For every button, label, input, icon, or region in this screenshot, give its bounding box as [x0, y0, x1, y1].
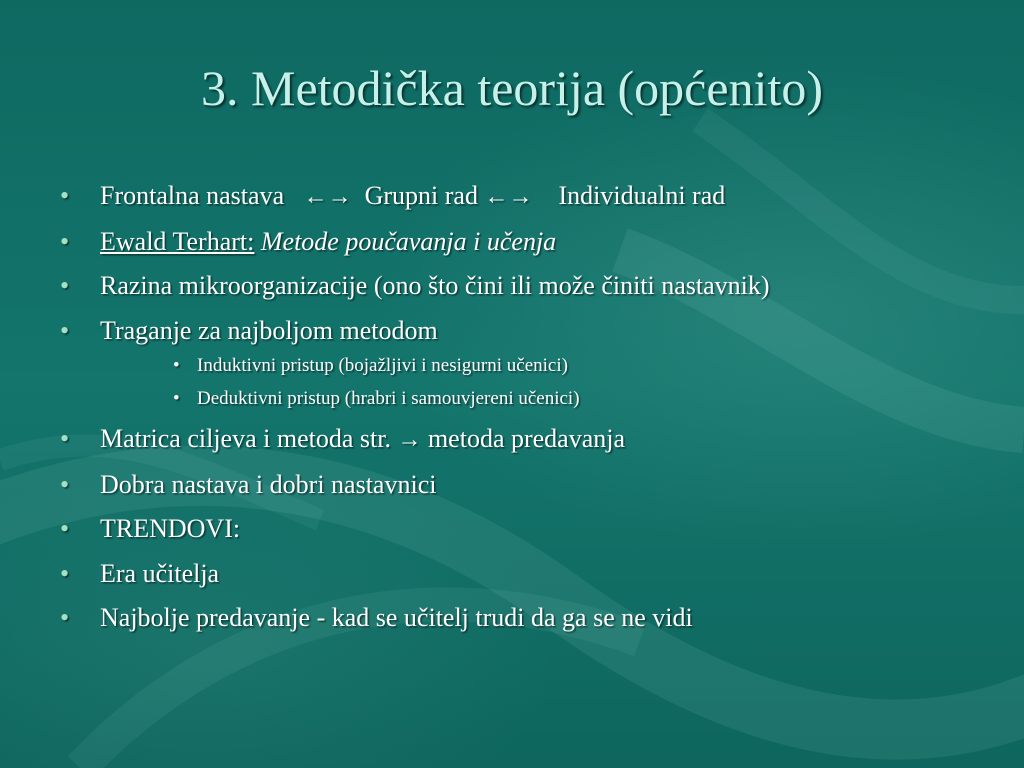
bullet-list	[60, 180, 980, 647]
list-item-micro	[60, 270, 980, 302]
item-text: Razina mikroorganizacije (ono što čini ili može činiti nastavnik)	[100, 271, 770, 300]
double-arrow-icon: ←→	[484, 184, 533, 210]
terhart-link[interactable]: Ewald Terhart:	[100, 226, 255, 256]
item-text: Traganje za najboljom metodom	[100, 315, 438, 345]
bullet-icon: •	[60, 424, 70, 453]
sub-item-deductive	[173, 387, 980, 411]
list-item-best-method	[60, 315, 980, 347]
item-text: Dobra nastava i dobri nastavnici	[100, 469, 437, 499]
list-item-terhart	[60, 226, 980, 258]
book-title: Metode poučavanja i učenja	[260, 226, 557, 256]
item-text-individual: Individualni rad	[558, 181, 726, 210]
item-text-after: metoda predavanja	[427, 424, 626, 453]
sub-item-text: Induktivni pristup (bojažljivi i nesigurni učenici)	[197, 354, 568, 376]
list-item-trends	[60, 513, 980, 545]
list-item-best-lecture	[60, 602, 980, 634]
bullet-icon: •	[60, 181, 70, 210]
bullet-icon: •	[60, 469, 70, 499]
list-item-frontal	[60, 180, 980, 213]
sub-item-inductive	[173, 354, 980, 378]
bullet-icon: •	[60, 226, 70, 256]
bullet-icon: •	[173, 354, 180, 376]
double-arrow-icon: ←→	[303, 184, 352, 210]
list-item-matrix	[60, 423, 980, 456]
item-text-group: Grupni rad	[364, 181, 478, 210]
right-arrow-icon: →	[397, 427, 422, 453]
item-text: Najbolje predavanje - kad se učitelj trudi da ga se ne vidi	[100, 603, 693, 632]
bullet-icon: •	[60, 603, 70, 632]
item-text-frontal: Frontalna nastava	[100, 181, 285, 210]
sub-item-text: Deduktivni pristup (hrabri i samouvjereni učenici)	[197, 387, 580, 409]
item-text: TRENDOVI:	[100, 514, 241, 543]
bullet-icon: •	[60, 271, 70, 300]
list-item-good-teaching	[60, 469, 980, 501]
slide-title: 3. Metodička teorija (općenito)	[201, 60, 823, 116]
bullet-icon: •	[60, 558, 70, 588]
list-item-teacher-era	[60, 558, 980, 590]
item-text: Era učitelja	[100, 558, 220, 588]
bullet-icon: •	[173, 387, 180, 409]
item-text: Matrica ciljeva i metoda str.	[100, 424, 391, 453]
bullet-icon: •	[60, 514, 70, 543]
bullet-icon: •	[60, 315, 70, 345]
